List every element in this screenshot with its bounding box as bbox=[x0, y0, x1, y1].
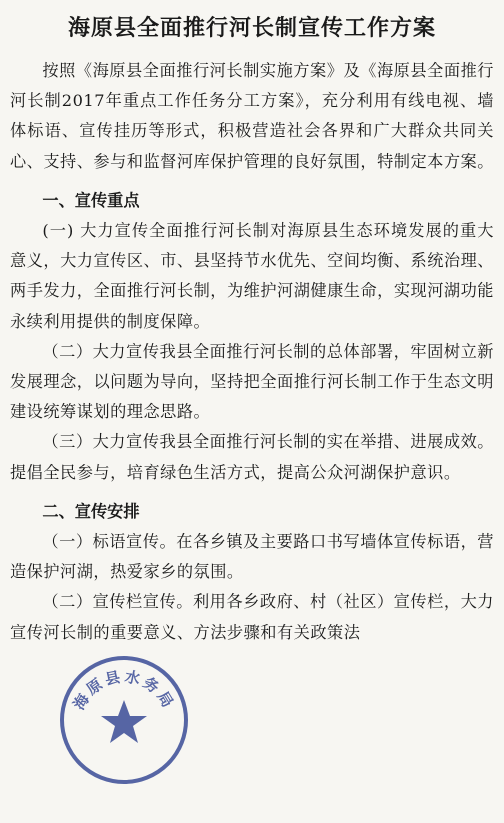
document-title: 海原县全面推行河长制宣传工作方案 bbox=[67, 16, 436, 41]
seal-text: 海原县水务局 bbox=[69, 667, 179, 713]
focus-item-2: （二）大力宣传我县全面推行河长制的总体部署，牢固树立新发展理念，以问题为导向，坚持把全面推行河长制工作于生态文明建设统筹谋划的理念思路。 bbox=[10, 341, 494, 422]
arrangement-item-2: （二）宣传栏宣传。利用各乡政府、村（社区）宣传栏，大力宣传河长制的重要意义、方法步骤和有关政策法 bbox=[10, 592, 494, 642]
seal-star-icon bbox=[101, 700, 147, 743]
section-heading-arrangement: 二、宣传安排 bbox=[42, 501, 140, 521]
focus-item-3: （三）大力宣传我县全面推行河长制的实在举措、进展成效。提倡全民参与，培育绿色生活方式，提高公众河湖保护意识。 bbox=[10, 432, 494, 482]
intro-paragraph: 按照《海原县全面推行河长制实施方案》及《海原县全面推行河长制2017年重点工作任务分工方案》，充分利用有线电视、墙体标语、宣传挂历等形式，积极营造社会各界和广大群众共同关心、支持、参与和监督河库保护管理的良好氛围，特制定本方案。 bbox=[10, 61, 494, 171]
spacer bbox=[10, 488, 494, 497]
section-heading-focus: 一、宣传重点 bbox=[42, 190, 140, 210]
arrangement-item-1: （一）标语宣传。在各乡镇及主要路口书写墙体宣传标语，营造保护河湖，热爱家乡的氛围。 bbox=[10, 532, 494, 582]
official-seal-stamp bbox=[56, 652, 192, 788]
spacer bbox=[10, 177, 494, 186]
focus-item-1: (一) 大力宣传全面推行河长制对海原县生态环境发展的重大意义，大力宣传区、市、县坚持节水优先、空间均衡、系统治理、两手发力，全面推行河长制，为维护河湖健康生命，实现河湖功能永续利用提供的制度保障。 bbox=[10, 221, 494, 331]
